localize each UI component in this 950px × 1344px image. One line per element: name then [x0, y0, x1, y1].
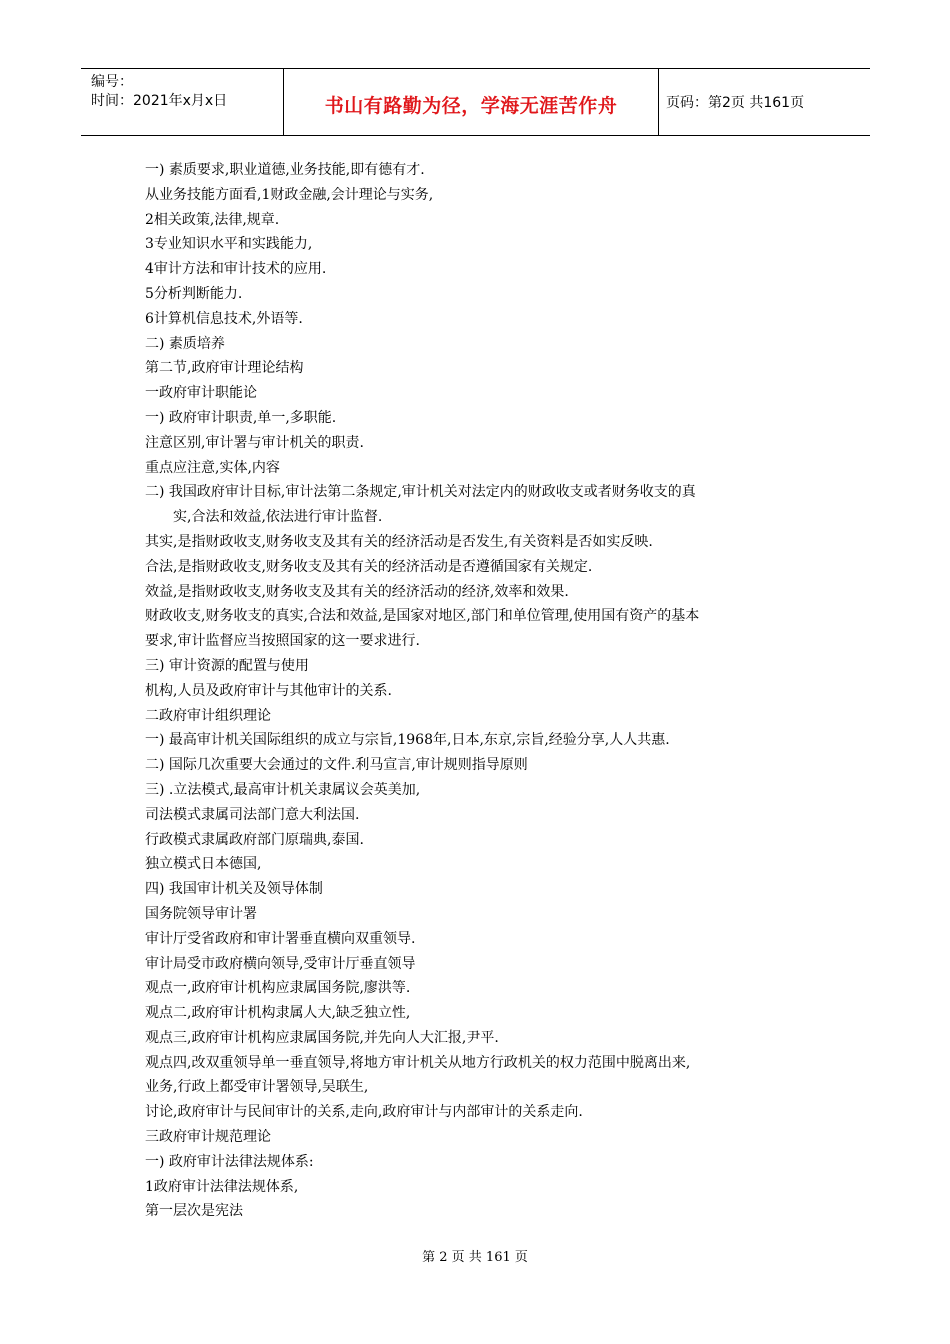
body-line: 观点一,政府审计机构应隶属国务院,廖洪等.: [145, 980, 411, 997]
body-line: 机构,人员及政府审计与其他审计的关系.: [145, 682, 392, 699]
motto-text: 书山有路勤为径，学海无涯苦作舟: [324, 95, 618, 117]
body-line: 四) 我国审计机关及领导体制: [145, 881, 323, 898]
body-line: 业务,行政上都受审计署领导,吴联生,: [145, 1079, 369, 1096]
section-heading: 第二节,政府审计理论结构: [145, 360, 304, 377]
body-line: 观点四,改双重领导单一垂直领导,将地方审计机关从地方行政机关的权力范围中脱离出来,: [145, 1054, 691, 1071]
body-line: 二) 我国政府审计目标,审计法第二条规定,审计机关对法定内的财政收支或者财务收支的真: [145, 484, 696, 501]
body-line: 一政府审计职能论: [145, 385, 257, 402]
date-label: 时间：2021年x月x日: [91, 93, 228, 109]
body-line: 二政府审计组织理论: [145, 707, 271, 724]
serial-label: 编号：: [91, 74, 133, 90]
body-line: 合法,是指财政收支,财务收支及其有关的经济活动是否遵循国家有关规定.: [145, 558, 593, 575]
body-line: 2相关政策,法律,规章.: [145, 211, 280, 228]
body-line: 一) 最高审计机关国际组织的成立与宗旨,1968年,日本,东京,宗旨,经验分享,人人共惠.: [145, 732, 670, 749]
body-line: 财政收支,财务收支的真实,合法和效益,是国家对地区,部门和单位管理,使用国有资产的基本: [145, 608, 700, 625]
body-line: 二) 素质培养: [145, 335, 225, 352]
body-line: 3专业知识水平和实践能力,: [145, 236, 313, 253]
body-line: 审计局受市政府横向领导,受审计厅垂直领导: [145, 955, 416, 972]
body-line: 一) 政府审计职责,单一,多职能.: [145, 409, 337, 426]
header-page-info: 页码：第2页 共161页: [666, 95, 805, 111]
body-line: 第一层次是宪法: [145, 1203, 243, 1220]
body-line: 二) 国际几次重要大会通过的文件.利马宣言,审计规则指导原则: [145, 757, 528, 774]
page-footer: 第 2 页 共 161 页: [422, 1250, 528, 1265]
body-line: 6计算机信息技术,外语等.: [145, 310, 303, 327]
body-line: 注意区别,审计署与审计机关的职责.: [145, 434, 364, 451]
body-line: 独立模式日本德国,: [145, 856, 262, 873]
body-line: 其实,是指财政收支,财务收支及其有关的经济活动是否发生,有关资料是否如实反映.: [145, 533, 653, 550]
body-line: 三) .立法模式,最高审计机关隶属议会英美加,: [145, 781, 421, 798]
body-line: 重点应注意,实体,内容: [145, 459, 280, 476]
body-line: 从业务技能方面看,1财政金融,会计理论与实务,: [145, 186, 434, 203]
body-line: 1政府审计法律法规体系,: [145, 1178, 299, 1195]
body-line: 效益,是指财政收支,财务收支及其有关的经济活动的经济,效率和效果.: [145, 583, 569, 600]
document-body: [145, 158, 810, 1224]
body-line: 观点三,政府审计机构应隶属国务院,并先向人大汇报,尹平.: [145, 1029, 499, 1046]
body-line: 5分析判断能力.: [145, 285, 243, 302]
header-motto-cell: [283, 69, 659, 135]
body-line: 国务院领导审计署: [145, 905, 257, 922]
body-line: 一) 政府审计法律法规体系:: [145, 1153, 314, 1170]
body-line: 要求,审计监督应当按照国家的这一要求进行.: [145, 633, 420, 650]
body-line: 一) 素质要求,职业道德,业务技能,即有德有才.: [145, 162, 425, 178]
body-line: 三) 审计资源的配置与使用: [145, 657, 309, 674]
body-line: 4审计方法和审计技术的应用.: [145, 261, 327, 278]
body-line: 审计厅受省政府和审计署垂直横向双重领导.: [145, 930, 416, 947]
header-page-cell: [659, 69, 870, 135]
header-meta-cell: [81, 69, 283, 135]
body-line: 讨论,政府审计与民间审计的关系,走向,政府审计与内部审计的关系走向.: [145, 1104, 583, 1121]
body-line: 三政府审计规范理论: [145, 1129, 271, 1146]
body-line: 观点二,政府审计机构隶属人大,缺乏独立性,: [145, 1005, 411, 1022]
page-header: [81, 68, 870, 136]
body-line: 司法模式隶属司法部门意大利法国.: [145, 806, 360, 823]
body-line: 行政模式隶属政府部门原瑞典,泰国.: [145, 831, 364, 848]
body-line-continued: 实,合法和效益,依法进行审计监督.: [173, 509, 383, 526]
